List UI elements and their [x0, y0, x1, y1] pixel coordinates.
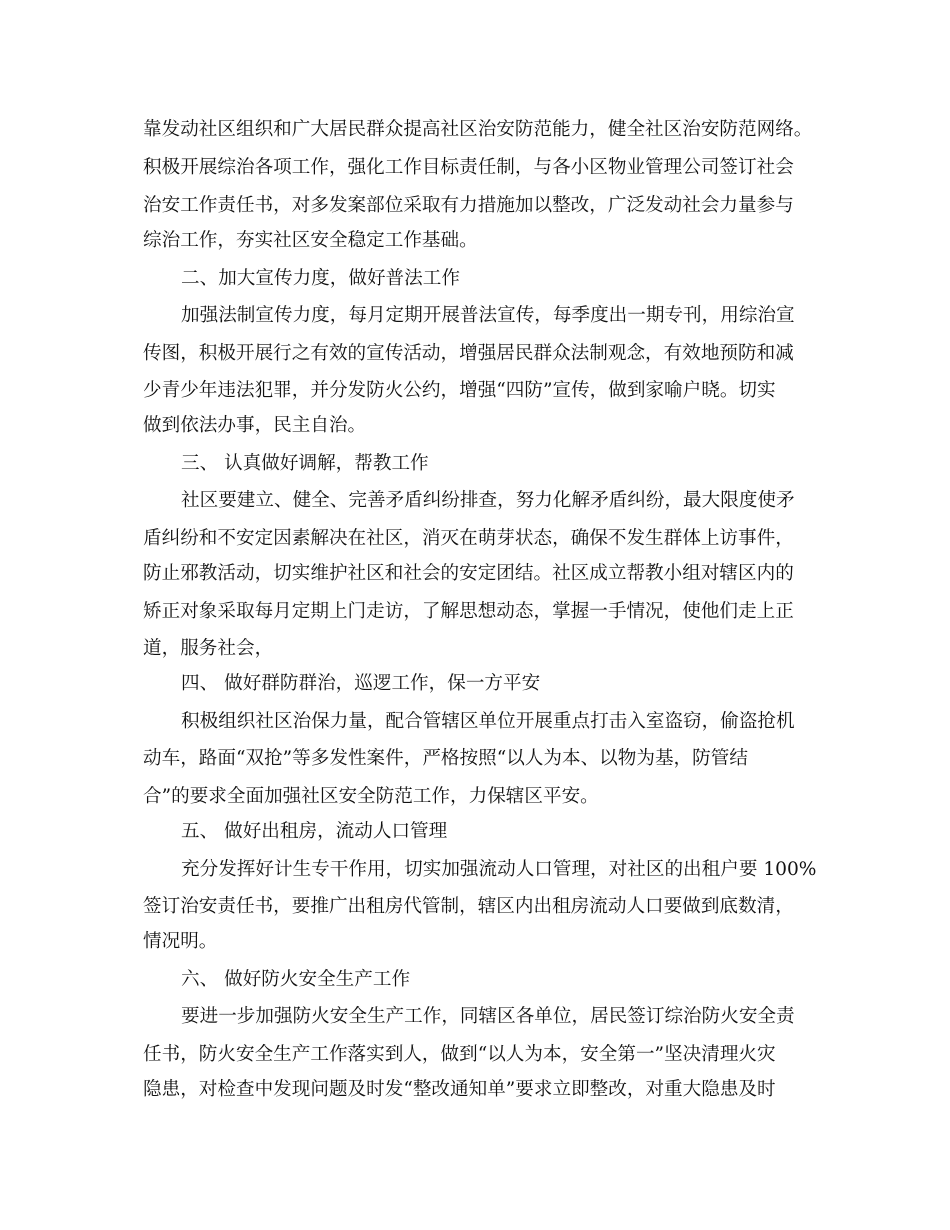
- body-text-line: 道，服务社会，: [143, 638, 274, 659]
- body-text-line: 要进一步加强防火安全生产工作，同辖区各单位，居民签订综治防火安全责: [181, 1006, 795, 1027]
- body-text-line: 治安工作责任书，对多发案部位采取有力措施加以整改，广泛发动社会力量参与: [143, 195, 794, 216]
- body-text-line: 防止邪教活动，切实维护社区和社会的安定团结。社区成立帮教小组对辖区内的: [143, 563, 794, 584]
- body-text-line: 积极开展综治各项工作，强化工作目标责任制，与各小区物业管理公司签订社会: [143, 157, 794, 178]
- body-text-line: 少青少年违法犯罪，并分发防火公约，增强“四防”宣传，做到家喻户晓。切实: [143, 380, 776, 401]
- body-text-line: 签订治安责任书，要推广出租房代管制，辖区内出租房流动人口要做到底数清，: [143, 896, 794, 917]
- body-text-line: 做到依法办事，民主自治。: [143, 415, 367, 436]
- body-text-line: 动车，路面“双抢”等多发性案件，严格按照“以人为本、以物为基，防管结: [143, 748, 748, 769]
- body-text-line: 合”的要求全面加强社区安全防范工作，力保辖区平安。: [143, 786, 599, 807]
- body-text-line: 靠发动社区组织和广大居民群众提高社区治安防范能力，健全社区治安防范网络。: [143, 119, 813, 140]
- body-text-line: 情况明。: [143, 931, 218, 952]
- body-text-line: 矫正对象采取每月定期上门走访，了解思想动态，掌握一手情况，使他们走上正: [143, 601, 794, 622]
- body-text-line: 盾纠纷和不安定因素解决在社区，消灭在萌芽状态，确保不发生群体上访事件，: [143, 528, 794, 549]
- section-heading: 六、 做好防火安全生产工作: [181, 969, 411, 990]
- body-text-line: 隐患，对检查中发现问题及时发“整改通知单”要求立即整改，对重大隐患及时: [143, 1079, 776, 1100]
- body-text-line: 加强法制宣传力度，每月定期开展普法宣传，每季度出一期专刊，用综治宣: [181, 305, 795, 326]
- section-heading: 二、加大宣传力度，做好普法工作: [181, 268, 460, 289]
- body-text-line: 积极组织社区治保力量，配合管辖区单位开展重点打击入室盗窃，偷盗抢机: [181, 711, 795, 732]
- body-text-line: 社区要建立、健全、完善矛盾纠纷排查，努力化解矛盾纠纷，最大限度使矛: [181, 490, 795, 511]
- section-heading: 五、 做好出租房，流动人口管理: [181, 821, 448, 842]
- body-text-line: 传图，积极开展行之有效的宣传活动，增强居民群众法制观念，有效地预防和减: [143, 343, 794, 364]
- body-text-line: 任书，防火安全生产工作落实到人，做到“以人为本，安全第一”坚决清理火灾: [143, 1044, 776, 1065]
- section-heading: 四、 做好群防群治，巡逻工作，保一方平安: [181, 673, 541, 694]
- body-text-line: 综治工作，夯实社区安全稳定工作基础。: [143, 230, 478, 251]
- section-heading: 三、 认真做好调解，帮教工作: [181, 453, 429, 474]
- body-text-line: 充分发挥好计生专干作用，切实加强流动人口管理，对社区的出租户要 100%: [181, 859, 817, 880]
